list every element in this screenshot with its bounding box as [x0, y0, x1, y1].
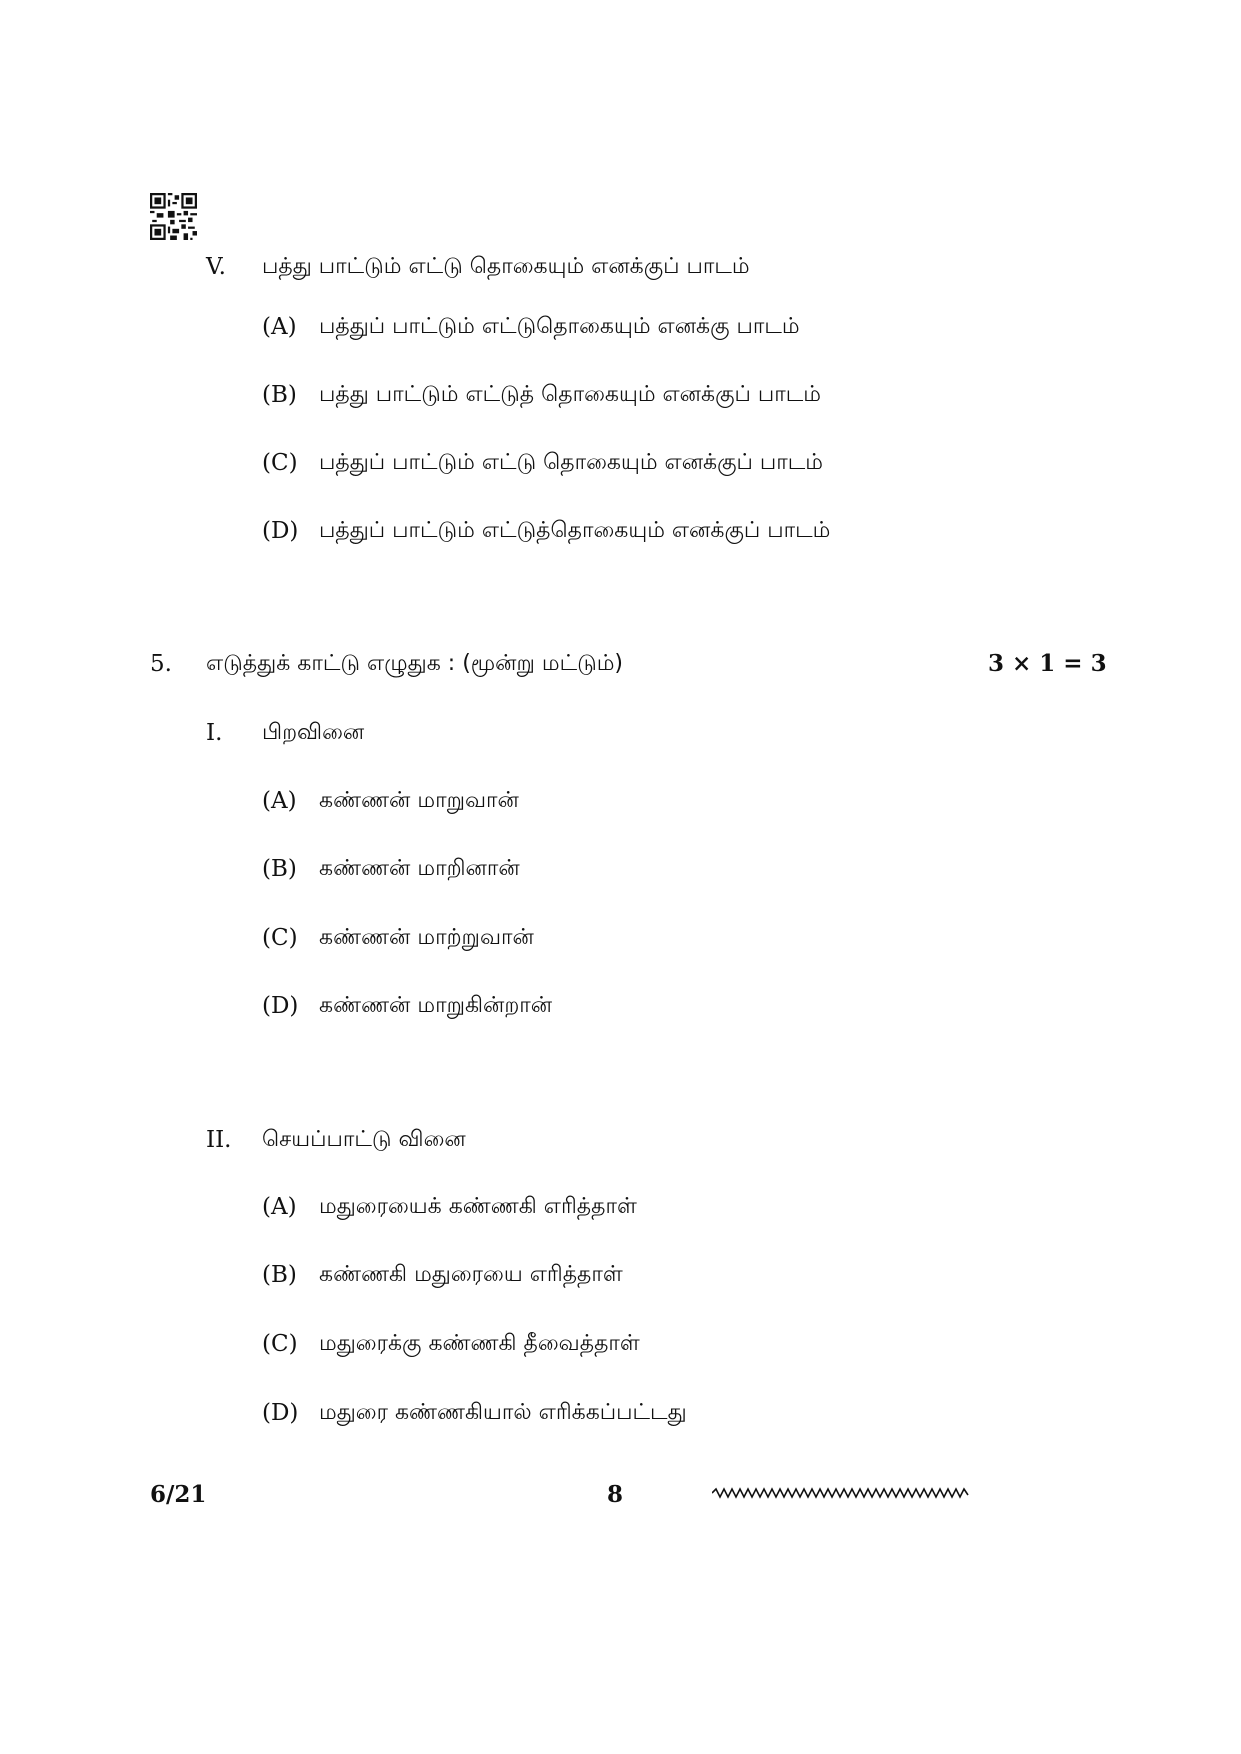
option-text: கண்ணகி மதுரையை எரித்தாள் [319, 1262, 623, 1287]
option-label: (D) [262, 1400, 299, 1426]
option-label: (B) [262, 382, 297, 408]
part-ii-title: செயப்பாட்டு வினை [262, 1127, 466, 1152]
option-text: கண்ணன் மாறுகின்றான் [319, 993, 553, 1018]
option-label: (C) [262, 1331, 298, 1357]
paper-code: 6/21 [150, 1481, 207, 1508]
option-label: (D) [262, 993, 299, 1019]
question-5-prompt: எடுத்துக் காட்டு எழுதுக : (மூன்று மட்டும்) [206, 651, 624, 676]
option-label: (C) [262, 925, 298, 951]
part-ii-number: II. [206, 1127, 232, 1153]
option-label: (A) [262, 788, 297, 814]
option-label: (B) [262, 856, 297, 882]
option-text: மதுரை கண்ணகியால் எரிக்கப்பட்டது [319, 1400, 687, 1425]
option-text: பத்துப் பாட்டும் எட்டுத்தொகையும் எனக்குப் பாடம் [319, 518, 831, 543]
option-label: (A) [262, 314, 297, 340]
option-text: மதுரைக்கு கண்ணகி தீவைத்தாள் [319, 1331, 640, 1356]
part-i-title: பிறவினை [262, 720, 365, 745]
option-label: (A) [262, 1194, 297, 1220]
qr-code-icon [150, 193, 197, 240]
question-v-number: V. [206, 254, 226, 280]
option-label: (D) [262, 518, 299, 544]
option-text: பத்து பாட்டும் எட்டுத் தொகையும் எனக்குப் பாடம் [319, 382, 821, 407]
option-text: கண்ணன் மாற்றுவான் [319, 925, 534, 950]
option-text: கண்ணன் மாறுவான் [319, 788, 519, 813]
option-text: கண்ணன் மாறினான் [319, 856, 520, 881]
option-text: பத்துப் பாட்டும் எட்டு தொகையும் எனக்குப் பாடம் [319, 450, 823, 475]
option-text: மதுரையைக் கண்ணகி எரித்தாள் [319, 1194, 637, 1219]
option-text: பத்துப் பாட்டும் எட்டுதொகையும் எனக்கு பாடம் [319, 314, 800, 339]
question-5-marks: 3 × 1 = 3 [988, 650, 1107, 677]
question-v-prompt: பத்து பாட்டும் எட்டு தொகையும் எனக்குப் பாடம் [262, 254, 750, 279]
option-label: (C) [262, 450, 298, 476]
wavy-line-icon [712, 1486, 970, 1500]
option-label: (B) [262, 1262, 297, 1288]
question-5-number: 5. [150, 651, 172, 677]
page-number: 8 [607, 1481, 624, 1508]
part-i-number: I. [206, 720, 223, 746]
